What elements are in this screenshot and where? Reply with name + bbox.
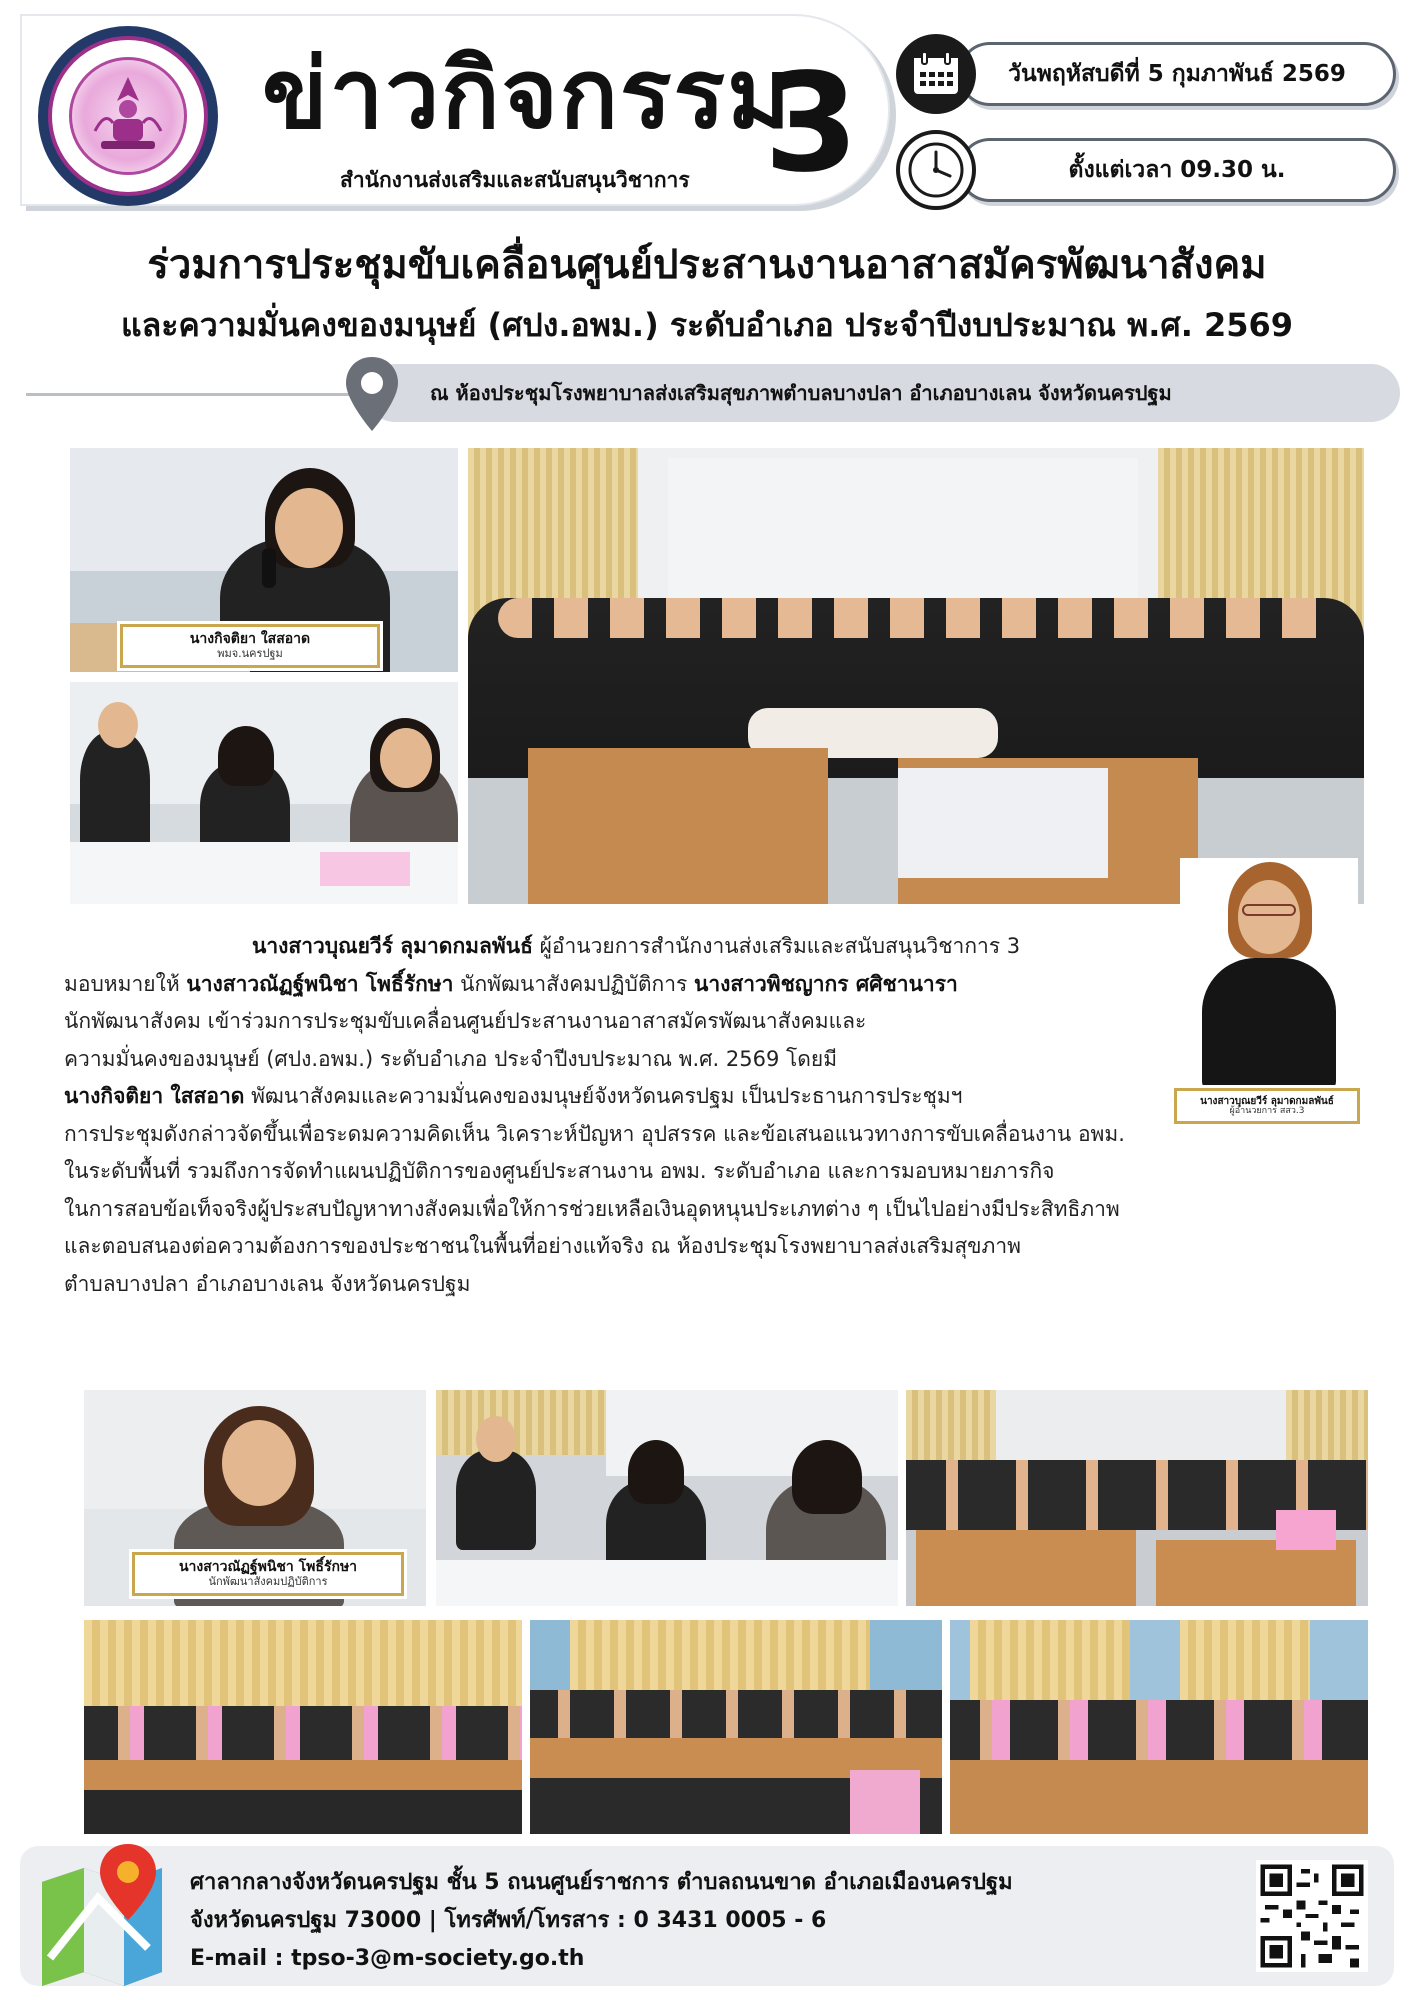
location-pin-icon [342, 355, 402, 433]
page-title: ข่าวกิจกรรม [262, 38, 793, 150]
name-tag-name: นางสาวบุณยวีร์ ลุมาดกมลพันธ์ [1200, 1095, 1334, 1107]
office-name: สำนักงานส่งเสริมและสนับสนุนวิชาการ [340, 168, 690, 192]
footer-address [190, 1864, 1013, 1978]
staff-name-2: นางสาวพิชญากร ศศิชานารา [693, 971, 958, 996]
photo-meeting-head-table [436, 1390, 898, 1606]
calendar-icon [896, 34, 976, 114]
email-line: E-mail : tpso-3@m-society.go.th [190, 1946, 585, 1971]
ministry-seal-logo [38, 26, 218, 206]
headline-line-2: และความมั่นคงของมนุษย์ (ศปง.อพม.) ระดับอำเภอ ประจำปีงบประมาณ พ.ศ. 2569 [120, 306, 1294, 344]
location-bar: ณ ห้องประชุมโรงพยาบาลส่งเสริมสุขภาพตำบลบางปลา อำเภอบางเลน จังหวัดนครปฐม [366, 364, 1400, 422]
photo-meeting-room-3 [530, 1620, 942, 1834]
address-line-1: ศาลากลางจังหวัดนครปฐม ชั้น 5 ถนนศูนย์ราชการ ตำบลถนนขาด อำเภอเมืองนครปฐม [190, 1870, 1013, 1895]
name-tag-name: นางสาวณัฏฐ์พนิชา โพธิ์รักษา [178, 1559, 358, 1576]
photo-meeting-room-1 [906, 1390, 1368, 1606]
clock-icon [896, 130, 976, 210]
divider-line [26, 393, 376, 396]
time-pill: ตั้งแต่เวลา 09.30 น. [958, 138, 1396, 202]
chair-name: นางกิจติยา ใสสอาด [64, 1084, 245, 1108]
photo-group [468, 448, 1364, 904]
name-tag-position: ผู้อำนวยการ สสว.3 [1229, 1105, 1305, 1116]
photo-meeting-room-4 [950, 1620, 1368, 1834]
headline-line-1: ร่วมการประชุมขับเคลื่อนศูนย์ประสานงานอาสาสมัครพัฒนาสังคม [147, 242, 1267, 288]
photo-head-table [70, 682, 458, 904]
footer [20, 1846, 1394, 1986]
name-tag-chairwoman [120, 624, 380, 668]
article-body: นางสาวบุณยวีร์ ลุมาดกมลพันธ์ ผู้อำนวยการสำนักงานส่งเสริมและสนับสนุนวิชาการ 3 มอบหมายให้ นางสาวณัฏฐ์พนิชา โพธิ์รักษา นักพัฒนาสังคมปฏิบัติการ นางสาวพิชญากร ศศิชานารา นักพัฒนาสังคม เข้าร่วมการประชุมขับเคลื่อนศูนย์ประสานงานอาสาสมัครพัฒนาสังคมและ ความมั่นคงของมนุษย์ (ศปง.อพม.) ระดับอำเภอ ประจำปีงบประมาณ พ.ศ. 2569 โดยมี นางกิจติยา ใสสอาด พัฒนาสังคมและความมั่นคงของมนุษย์จังหวัดนครปฐม เป็นประธานการประชุมฯ การประชุมดังกล่าวจัดขึ้นเพื่อระดมความคิดเห็น วิเคราะห์ปัญหา อุปสรรค และข้อเสนอแนวทางการขับเคลื่อนงาน อพม. ในระดับพื้นที่ รวมถึงการจัดทำแผนปฏิบัติการของศูนย์ประสานงาน อพม. ระดับอำเภอ และการมอบหมายภารกิจ ในการสอบข้อเท็จจริงผู้ประสบปัญหาทางสังคมเพื่อให้การช่วยเหลือเงินอุดหนุนประเภทต่าง ๆ เป็นไปอย่างมีประสิทธิภาพ และตอบสนองต่อความต้องการของประชาชนในพื้นที่อย่างแท้จริง ณ ห้องประชุมโรงพยาบาลส่งเสริมสุขภาพ ตำบลบางปลา อำเภอบางเลน จังหวัดนครปฐม [64, 934, 1125, 1296]
date-pill: วันพฤหัสบดีที่ 5 กุมภาพันธ์ 2569 [958, 42, 1396, 106]
name-tag-staff [132, 1552, 404, 1596]
name-tag-name: นางกิจติยา ใสสอาด [189, 631, 311, 648]
header-band [20, 14, 890, 206]
office-number: 3 [764, 45, 859, 203]
name-tag-position: นักพัฒนาสังคมปฏิบัติการ [208, 1574, 328, 1588]
staff-name-1: นางสาวณัฏฐ์พนิชา โพธิ์รักษา [186, 971, 454, 996]
qr-code [1256, 1860, 1368, 1972]
photo-meeting-room-2 [84, 1620, 522, 1834]
map-icon [28, 1838, 178, 1988]
address-line-2: จังหวัดนครปฐม 73000 | โทรศัพท์/โทรสาร : 0 3431 0005 - 6 [190, 1908, 827, 1933]
name-tag-position: พมจ.นครปฐม [217, 646, 283, 660]
director-name: นางสาวบุณยวีร์ ลุมาดกมลพันธ์ [252, 934, 533, 958]
